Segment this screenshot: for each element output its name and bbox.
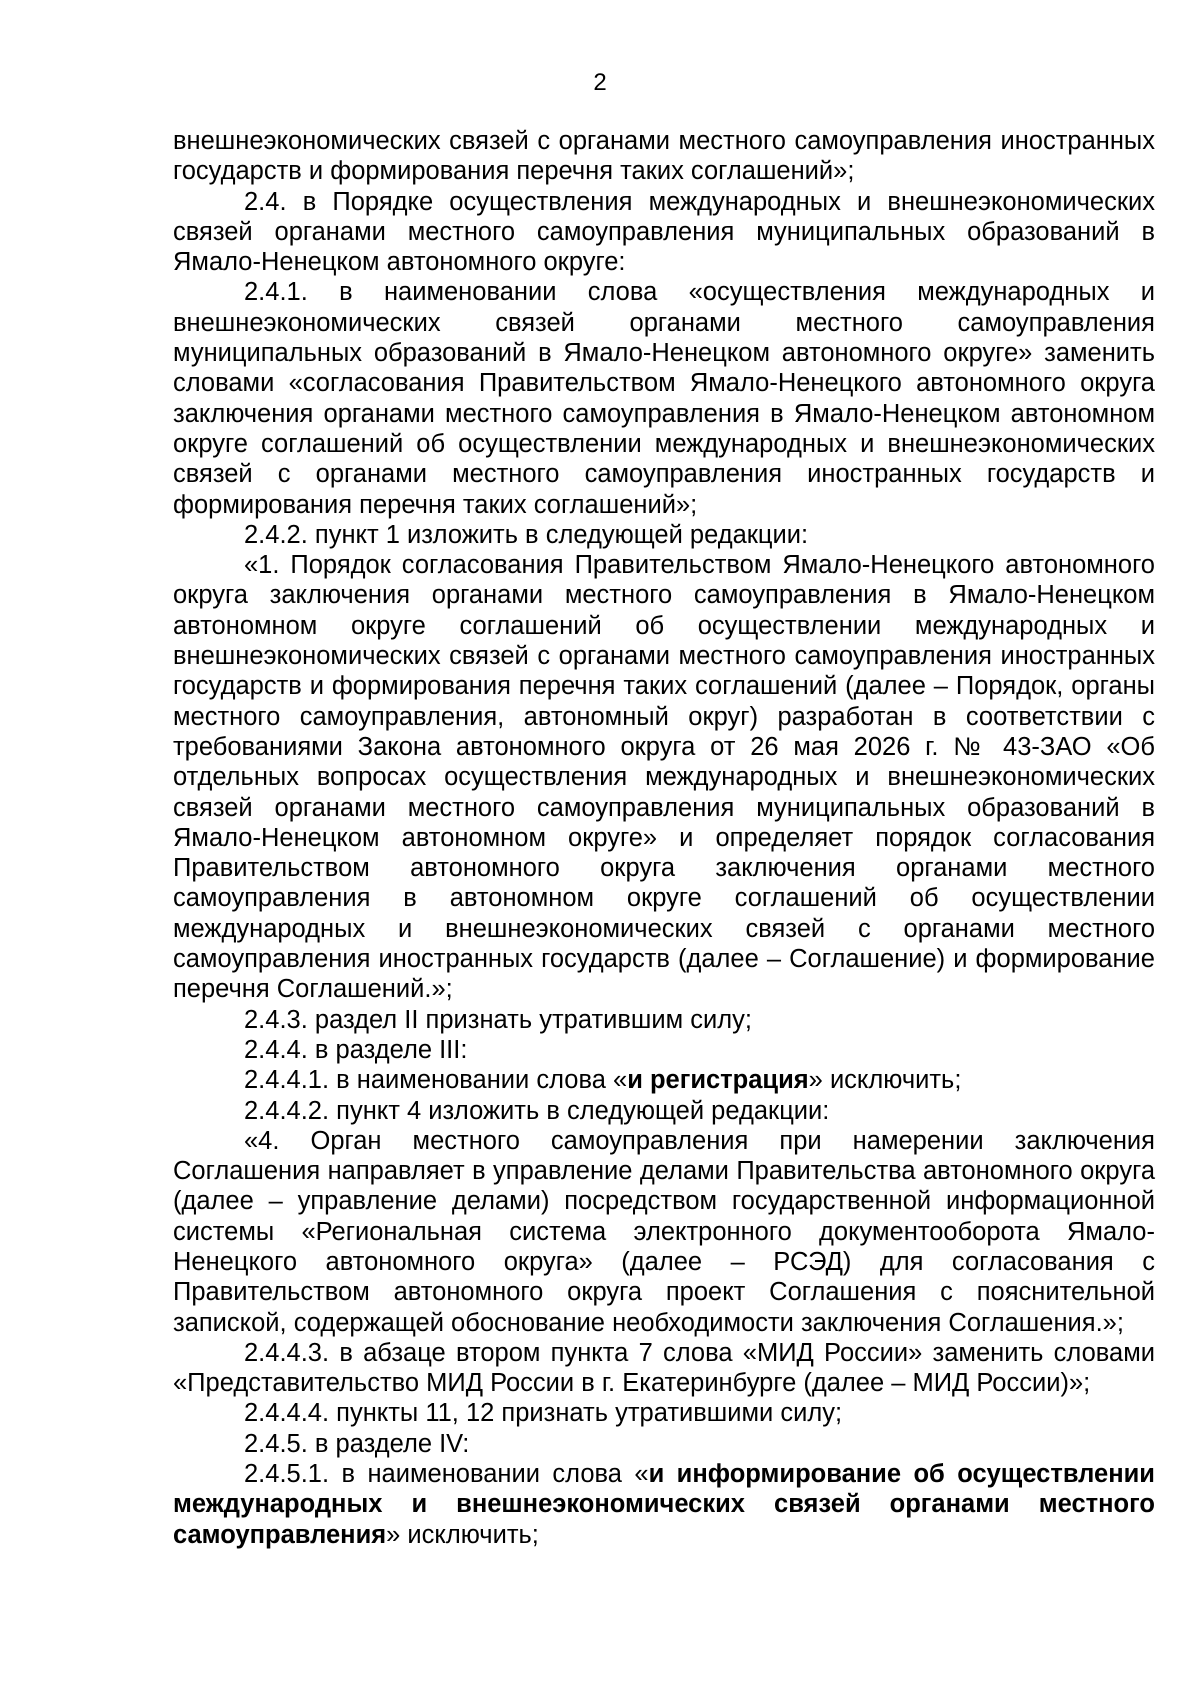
paragraph: 2.4.4.2. пункт 4 изложить в следующей редакции: (244, 1096, 830, 1125)
paragraph: 2.4. в Порядке осуществления международных и внешнеэкономических связей органами местного самоуправления муниципальных образований в Ямало-Ненецком автономного округе: (173, 187, 1155, 277)
paragraph: 2.4.4. в разделе III: (244, 1035, 468, 1064)
text-span: 2.4.5.1. в наименовании слова « (244, 1460, 649, 1489)
paragraph: 2.4.3. раздел II признать утратившим силу; (244, 1005, 752, 1034)
text-span: » исключить; (386, 1520, 539, 1549)
document-body (173, 126, 1155, 1550)
text-span: » исключить; (808, 1066, 962, 1095)
paragraph (173, 1065, 1155, 1095)
page-number: 2 (593, 69, 607, 96)
paragraph: 2.4.4.4. пункты 11, 12 признать утратившими силу; (244, 1399, 843, 1428)
paragraph: 2.4.4.3. в абзаце втором пункта 7 слова «МИД России» заменить словами «Представительство МИД России в г. Екатеринбурге (далее – МИД России)»; (173, 1338, 1155, 1398)
bold-text: и информирование об осуществлении международных и внешнеэкономических связей органами местного самоуправления (173, 1460, 1155, 1549)
bold-text: и регистрация (627, 1066, 809, 1095)
paragraph: «1. Порядок согласования Правительством Ямало-Ненецкого автономного округа заключения органами местного самоуправления в Ямало-Ненецком автономном округе соглашений об осуществлении международных и внешнеэкономических связей с органами местного самоуправления иностранных государств и формирования перечня таких соглашений (далее – Порядок, органы местного самоуправления, автономный округ) разработан в соответствии с требованиями Закона автономного округа от 26 мая 2026 г. № 43-ЗАО «Об отдельных вопросах осуществления международных и внешнеэкономических связей органами местного самоуправления муниципальных образований в Ямало-Ненецком автономном округе» и определяет порядок согласования Правительством автономного округа заключения органами местного самоуправления в автономном округе соглашений об осуществлении международных и внешнеэкономических связей с органами местного самоуправления иностранных государств (далее – Соглашение) и формирование перечня Соглашений.»; (173, 551, 1155, 1004)
paragraph: 2.4.2. пункт 1 изложить в следующей редакции: (244, 520, 809, 549)
paragraph: 2.4.5. в разделе IV: (244, 1429, 470, 1458)
paragraph: внешнеэкономических связей с органами местного самоуправления иностранных государств и формирования перечня таких соглашений»; (173, 127, 1155, 186)
paragraph: «4. Орган местного самоуправления при намерении заключения Соглашения направляет в управление делами Правительства автономного округа (далее – управление делами) посредством государственной информационной системы «Региональная система электронного документооборота Ямало-Ненецкого автономного округа» (далее – РСЭД) для согласования с Правительством автономного округа проект Соглашения с пояснительной запиской, содержащей обоснование необходимости заключения Соглашения.»; (173, 1126, 1155, 1337)
paragraph (173, 1459, 1155, 1550)
text-span: 2.4.4.1. в наименовании слова « (244, 1066, 628, 1095)
paragraph: 2.4.1. в наименовании слова «осуществления международных и внешнеэкономических связей органами местного самоуправления муниципальных образований в Ямало-Ненецком автономного округе» заменить словами «согласования Правительством Ямало-Ненецкого автономного округа заключения органами местного самоуправления в Ямало-Ненецком автономном округе соглашений об осуществлении международных и внешнеэкономических связей с органами местного самоуправления иностранных государств и формирования перечня таких соглашений»; (173, 278, 1155, 519)
